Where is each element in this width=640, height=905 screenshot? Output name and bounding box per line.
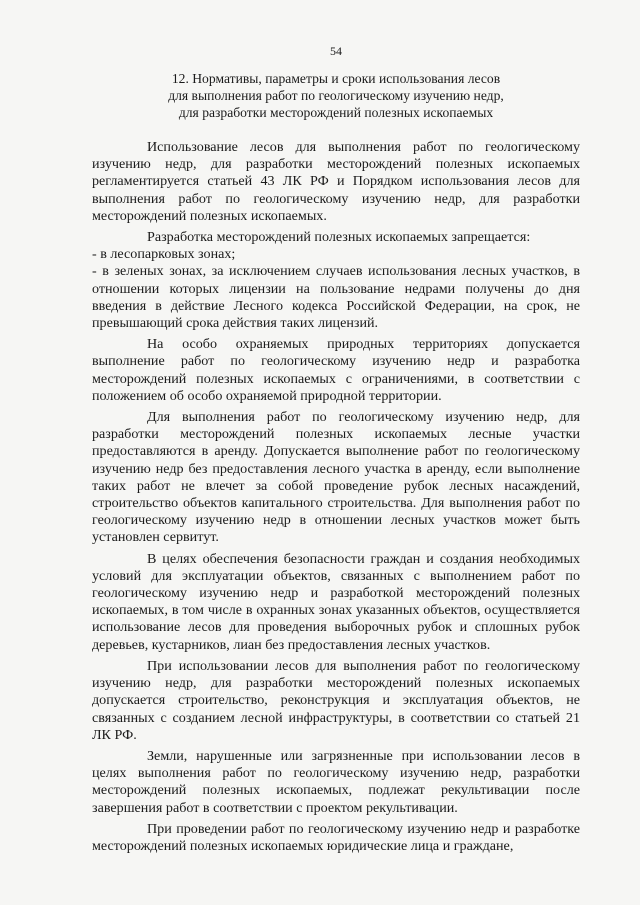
paragraph-6: При использовании лесов для выполнения работ по геологическому изучению недр, для разработки месторождений полезных ископаемых допускается строительство, реконструкция и эксплуатация объектов, не связанных с созданием лесной инфраструктуры, в соответствии со статьей 21 ЛК РФ.: [92, 657, 580, 743]
section-title-line-3: для разработки месторождений полезных ископаемых: [178, 105, 494, 120]
paragraph-5: В целях обеспечения безопасности граждан и создания необходимых условий для эксплуатации объектов, связанных с выполнением работ по геологическому изучению недр и разработкой месторождений полезных ископаемых, в том числе в охранных зонах указанных объектов, осуществляется использование лесов для проведения выборочных рубок и сплошных рубок деревьев, кустарников, лиан без предоставления лесных участков.: [92, 550, 580, 653]
paragraph-1: Использование лесов для выполнения работ по геологическому изучению недр, для разработки месторождений полезных ископаемых регламентируется статьей 43 ЛК РФ и Порядком использования лесов для выполнения работ по геологическому изучению недр, для разработки месторождений полезных ископаемых.: [92, 139, 580, 224]
list-item-1: - в лесопарковых зонах;: [92, 246, 236, 263]
paragraph-4: Для выполнения работ по геологическому изучению недр, для разработки месторождений полезных ископаемых лесные участки предоставляются в аренду. Допускается выполнение работ по геологическому изучению недр без предоставления лесного участка в аренду, если выполнение таких работ не влечет за собой проведение рубок лесных насаждений, строительство объектов капитального строительства. Для выполнения работ по геологическому изучению недр в отношении лесных участков может быть установлен сервитут.: [92, 409, 580, 546]
section-title-line-1: 12. Нормативы, параметры и сроки использования лесов: [171, 71, 501, 86]
paragraph-8: При проведении работ по геологическому изучению недр и разработке месторождений полезных ископаемых юридические лица и граждане,: [92, 820, 580, 854]
page-number: 54: [330, 44, 342, 58]
section-title-line-2: для выполнения работ по геологическому изучению недр,: [168, 88, 504, 103]
paragraph-7: Земли, нарушенные или загрязненные при использовании лесов в целях выполнения работ по геологическому изучению недр, разработки месторождений полезных ископаемых, подлежат рекультивации после завершения работ в соответствии с проектом рекультивации.: [92, 747, 580, 816]
paragraph-3: На особо охраняемых природных территориях допускается выполнение работ по геологическому изучению недр и разработка месторождений полезных ископаемых с ограничениями, в соответствии с положением об особо охраняемой природной территории.: [92, 336, 580, 404]
list-item-2: - в зеленых зонах, за исключением случаев использования лесных участков, в отношении которых лицензии на пользование недрами получены до дня введения в действие Лесного кодекса Российской Федерации, на срок, не превышающий срока действия таких лицензий.: [92, 263, 580, 332]
paragraph-2: Разработка месторождений полезных ископаемых запрещается:: [147, 229, 531, 246]
section-title: [92, 70, 580, 121]
document-body: [92, 139, 580, 855]
